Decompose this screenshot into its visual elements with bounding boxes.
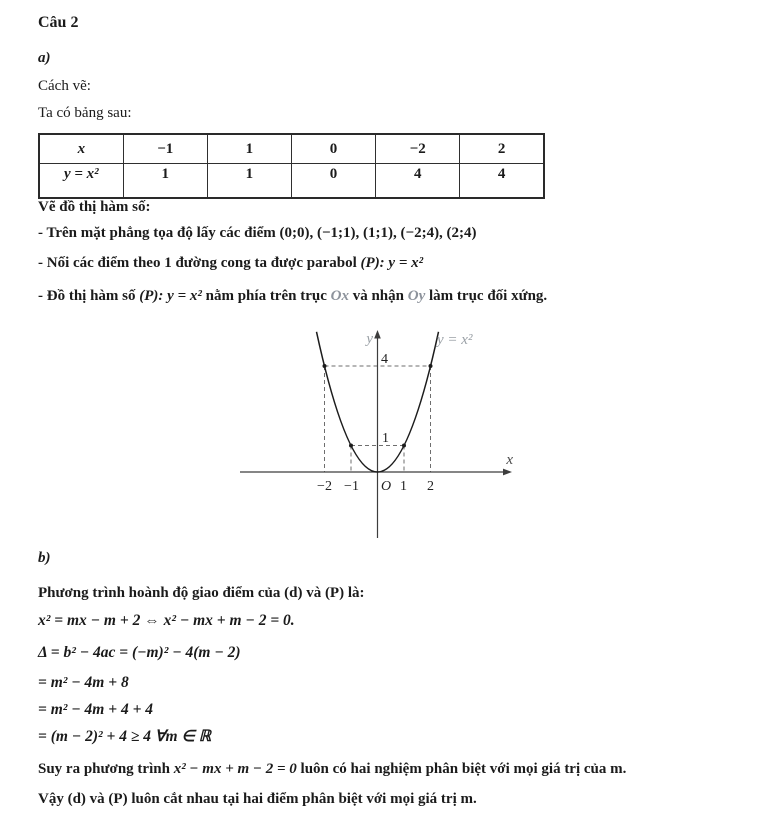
bullet-symmetry: [38, 287, 547, 306]
table-cell: 4: [460, 164, 544, 199]
part-b-label: b): [38, 550, 51, 566]
equation-5: = (m − 2)² + 4 ≥ 4 ∀m ∈ ℝ: [38, 728, 212, 745]
inline-math: (P): y = x²: [139, 288, 202, 304]
inline-math-ox: Ox: [330, 288, 349, 304]
inline-math: x² − mx + m − 2 = 0: [173, 761, 297, 777]
equation-4: = m² − 4m + 4 + 4: [38, 701, 154, 718]
bullet-text: làm trục đối xứng.: [425, 288, 548, 304]
equation-3: = m² − 4m + 8: [38, 674, 129, 691]
y-tick-4: 4: [381, 352, 388, 367]
table-intro: Ta có bảng sau:: [38, 105, 132, 121]
table-cell: 1: [207, 134, 291, 164]
parabola-graph: [235, 325, 525, 540]
inline-math-oy: Oy: [407, 288, 426, 304]
conclusion-text: Suy ra phương trình: [38, 761, 174, 777]
conclusion-text: luôn có hai nghiệm phân biệt với mọi giá trị của m.: [296, 761, 627, 777]
y-tick-1: 1: [382, 431, 389, 446]
bullet-text: nằm phía trên trục: [201, 288, 331, 304]
method-title: Cách vẽ:: [38, 78, 91, 94]
bullet-plot-points: - Trên mặt phẳng tọa độ lấy các điểm (0;0), (−1;1), (1;1), (−2;4), (2;4): [38, 225, 477, 241]
draw-title: Vẽ đồ thị hàm số:: [38, 199, 151, 215]
y-axis-label: y: [366, 331, 373, 347]
part-b-intro: Phương trình hoành độ giao điểm của (d) và (P) là:: [38, 585, 365, 601]
table-row-x: [39, 134, 544, 164]
inline-math: (P): y = x²: [360, 255, 424, 271]
equation-2: Δ = b² − 4ac = (−m)² − 4(m − 2): [38, 644, 241, 661]
table-cell: −2: [376, 134, 460, 164]
x-tick-1: 1: [400, 479, 407, 494]
x-axis-label: x: [506, 452, 513, 468]
table-cell: x: [39, 134, 123, 164]
bullet-text: - Nối các điểm theo 1 đường cong ta được parabol: [38, 255, 361, 271]
bullet-connect-curve: [38, 254, 423, 273]
table-cell: 1: [123, 164, 207, 199]
table-cell: 1: [207, 164, 291, 199]
conclusion-2: Vậy (d) và (P) luôn cắt nhau tại hai điểm phân biệt với mọi giá trị m.: [38, 791, 477, 807]
origin-label: O: [380, 479, 392, 494]
table-row-y: [39, 164, 544, 199]
axes: [240, 336, 505, 538]
table-cell: −1: [123, 134, 207, 164]
question-heading: Câu 2: [38, 14, 79, 31]
table-cell: 2: [460, 134, 544, 164]
x-tick-2: 2: [427, 479, 434, 494]
table-cell: y = x²: [39, 164, 123, 199]
bullet-text: - Đồ thị hàm số: [38, 288, 140, 304]
table-cell: 0: [291, 164, 375, 199]
conclusion-1: [38, 760, 626, 779]
table-cell: 0: [291, 134, 375, 164]
bullet-text: và nhận: [348, 288, 408, 304]
equation-1: x² = mx − m + 2 ⇔ x² − mx + m − 2 = 0.: [38, 612, 295, 629]
x-axis-arrow-icon: [503, 469, 512, 476]
part-a-label: a): [38, 50, 51, 66]
x-tick-neg1: −1: [344, 479, 359, 494]
table-cell: 4: [376, 164, 460, 199]
y-axis-arrow-icon: [374, 330, 381, 339]
x-tick-neg2: −2: [317, 479, 332, 494]
value-table: [38, 133, 545, 199]
curve-label: y = x²: [437, 332, 473, 348]
